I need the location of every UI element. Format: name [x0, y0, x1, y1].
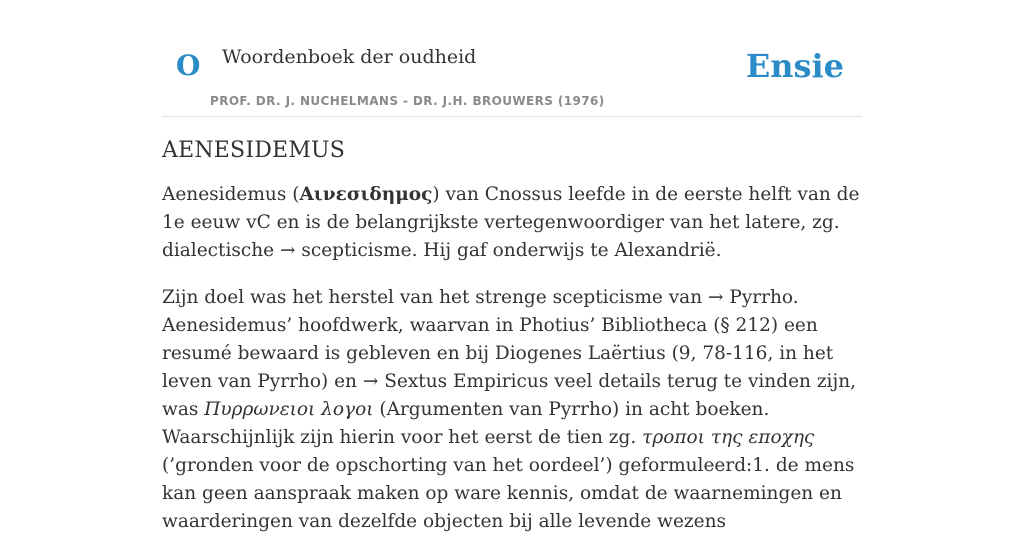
- ensie-logo[interactable]: Ensie: [745, 47, 844, 85]
- entry-paragraph-2: [162, 284, 862, 536]
- entry-content: [162, 138, 862, 555]
- greek-term: τροποι της εποχης: [642, 427, 815, 448]
- text-segment: Aenesidemus (: [162, 184, 300, 205]
- text-segment: (’gronden voor de opschorting van het oordeel’) geformuleerd:1. de mens kan geen aanspraak maken op ware kennis, omdat de waarnemingen en waarderingen van dezelfde objecten bij alle levende wezens: [162, 455, 855, 532]
- text-segment: ) van Cnossus leefde in de eerste helft van de 1e eeuw vC en is de belangrijkste vertegenwoordiger van het latere, zg. dialectische: [162, 184, 860, 261]
- entry-title: AENESIDEMUS: [162, 138, 346, 163]
- greek-term: Πυρρωνειοι λογοι: [204, 399, 374, 420]
- text-segment: veel details terug te vinden zijn, was: [162, 371, 857, 420]
- link-sextus-empiricus[interactable]: → Sextus Empiricus: [362, 371, 549, 392]
- book-title[interactable]: Woordenboek der oudheid: [222, 46, 477, 68]
- entry-paragraph-1: [162, 181, 862, 265]
- dictionary-header: [162, 30, 862, 117]
- text-segment: (Argumenten van Pyrrho) in acht boeken. Waarschijnlijk zijn hierin voor het eerst de tien zg.: [162, 399, 770, 448]
- text-segment: . Hij gaf onderwijs te Alexandrië.: [411, 240, 722, 261]
- index-letter[interactable]: O: [176, 49, 201, 82]
- link-pyrrho[interactable]: → Pyrrho: [708, 287, 793, 308]
- text-segment: . Aenesidemus’ hoofdwerk, waarvan in Photius’ Bibliotheca (§ 212) een resumé bewaard is gebleven en bij Diogenes Laërtius (9, 78-116, in het leven van Pyrrho) en: [162, 287, 834, 392]
- link-scepticisme[interactable]: → scepticisme: [279, 240, 412, 261]
- book-authors: PROF. DR. J. NUCHELMANS - DR. J.H. BROUWERS (1976): [210, 94, 605, 108]
- greek-term: Αινεσιδημος: [299, 184, 433, 205]
- text-segment: Zijn doel was het herstel van het strenge scepticisme van: [162, 287, 709, 308]
